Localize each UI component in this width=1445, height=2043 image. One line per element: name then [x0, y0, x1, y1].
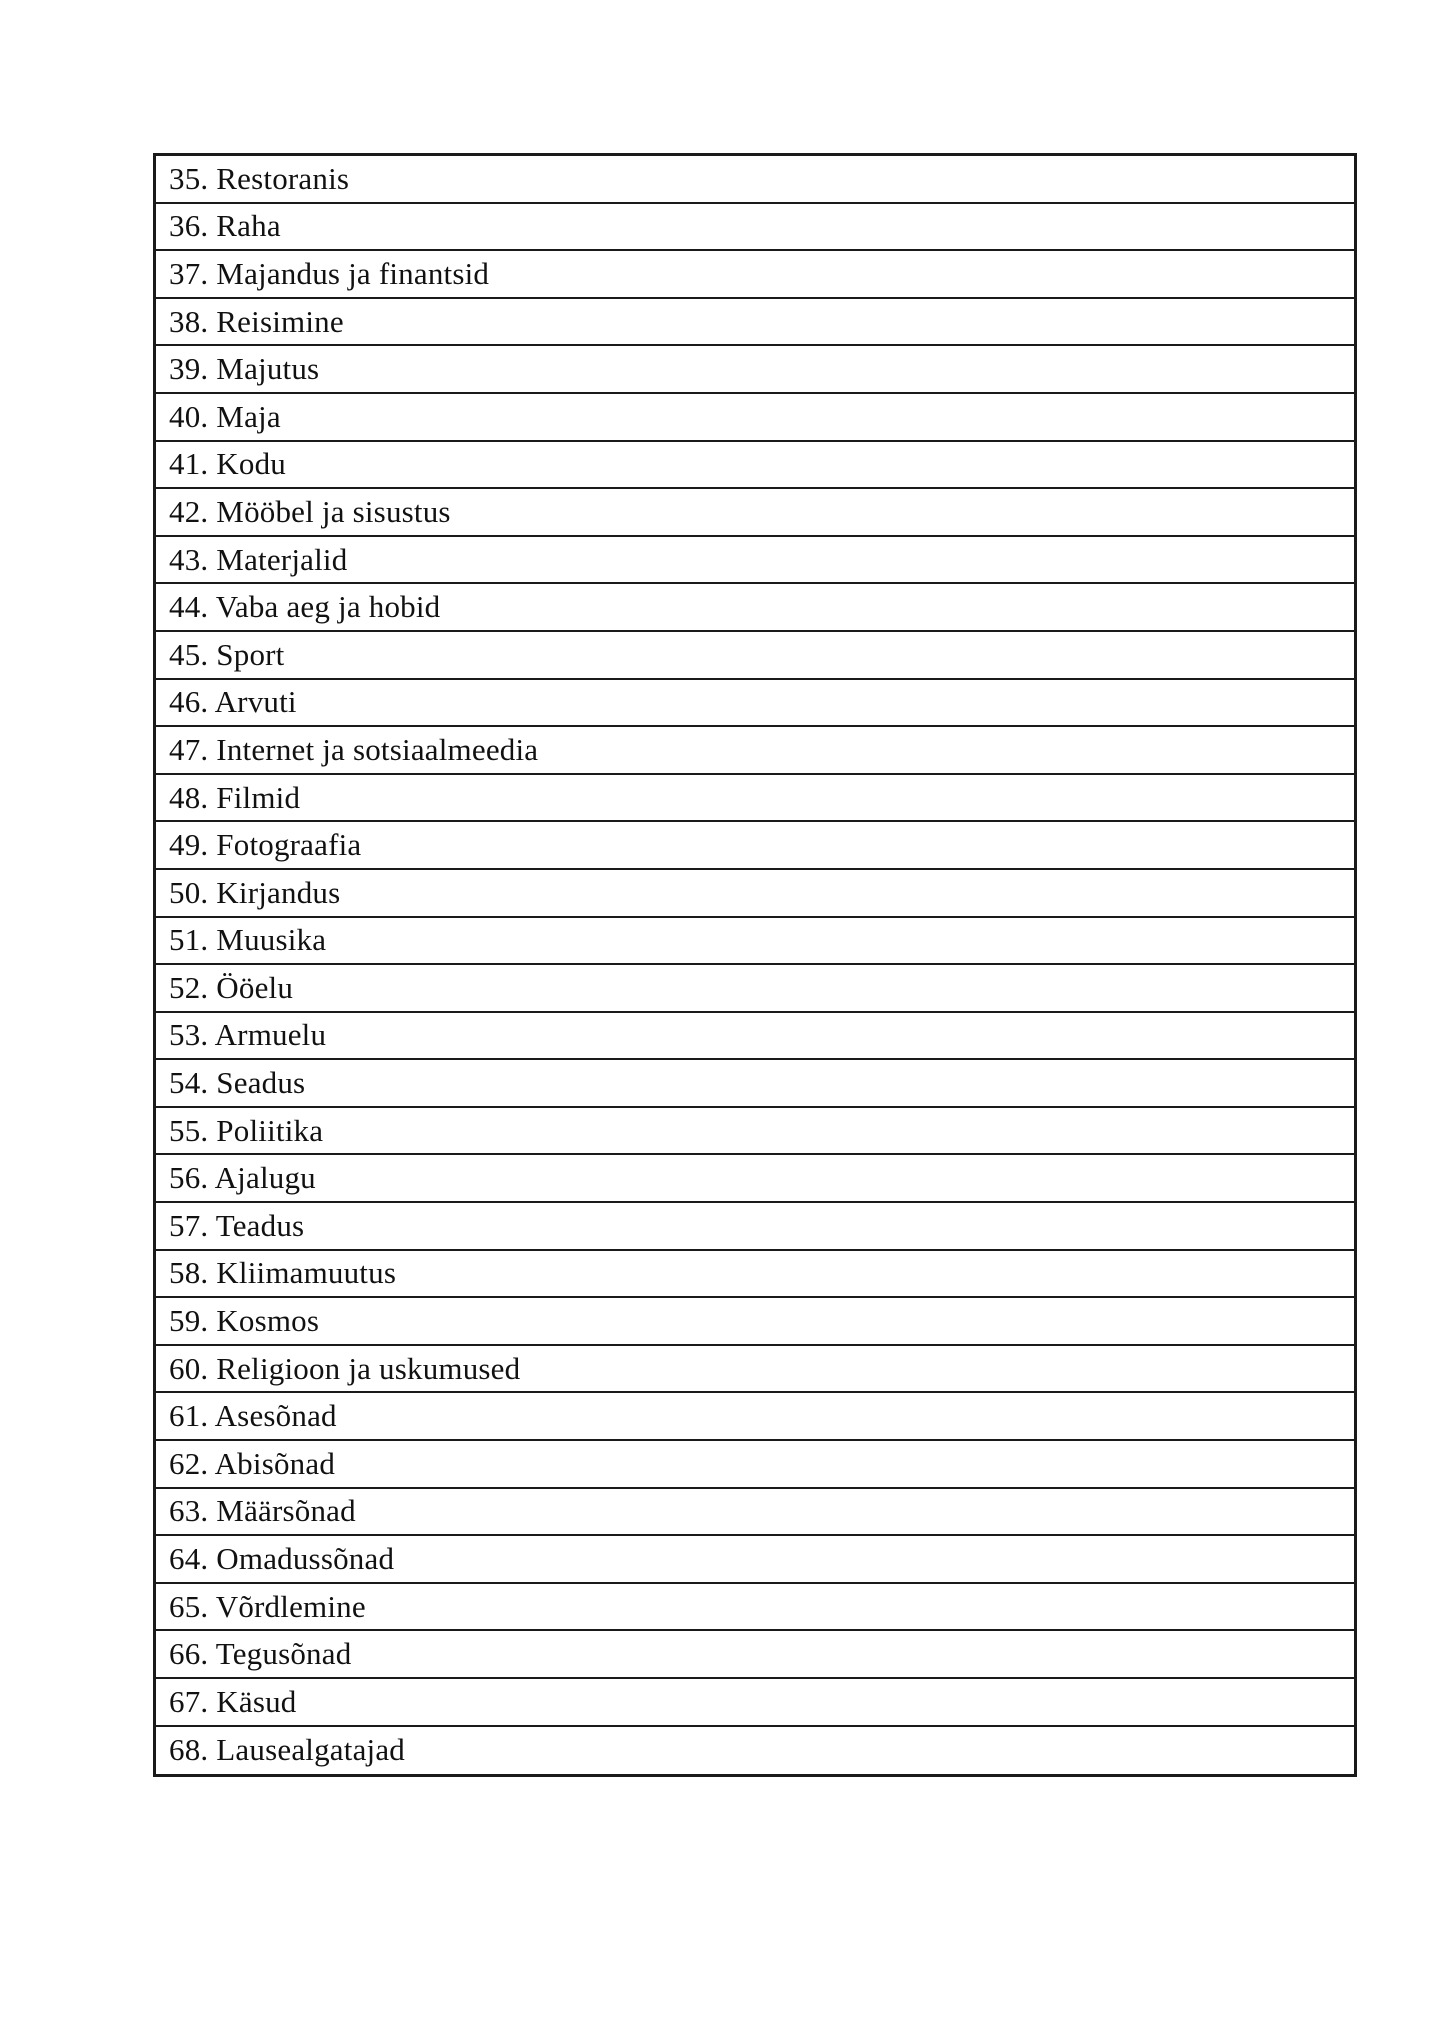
- table-row: 61. Asesõnad: [156, 1393, 1354, 1441]
- table-row: 54. Seadus: [156, 1060, 1354, 1108]
- table-row: 37. Majandus ja finantsid: [156, 251, 1354, 299]
- table-row: 63. Määrsõnad: [156, 1489, 1354, 1537]
- table-row: 57. Teadus: [156, 1203, 1354, 1251]
- table-row: 59. Kosmos: [156, 1298, 1354, 1346]
- table-row: 56. Ajalugu: [156, 1155, 1354, 1203]
- table-row: 52. Ööelu: [156, 965, 1354, 1013]
- table-row: 39. Majutus: [156, 346, 1354, 394]
- table-row: 43. Materjalid: [156, 537, 1354, 585]
- table-row: 53. Armuelu: [156, 1013, 1354, 1061]
- table-row: 45. Sport: [156, 632, 1354, 680]
- table-row: 66. Tegusõnad: [156, 1631, 1354, 1679]
- table-row: 62. Abisõnad: [156, 1441, 1354, 1489]
- table-row: 58. Kliimamuutus: [156, 1251, 1354, 1299]
- table-row: 60. Religioon ja uskumused: [156, 1346, 1354, 1394]
- table-row: 68. Lausealgatajad: [169, 1732, 405, 1768]
- table-row: 64. Omadussõnad: [156, 1536, 1354, 1584]
- table-row: 44. Vaba aeg ja hobid: [156, 584, 1354, 632]
- table-row: 51. Muusika: [156, 918, 1354, 966]
- table-row: 47. Internet ja sotsiaalmeedia: [156, 727, 1354, 775]
- table-of-contents: [153, 153, 1357, 1777]
- table-row: 35. Restoranis: [156, 156, 1354, 204]
- table-row: 67. Käsud: [156, 1679, 1354, 1727]
- table-row: 40. Maja: [156, 394, 1354, 442]
- table-row: 42. Mööbel ja sisustus: [156, 489, 1354, 537]
- table-row: 55. Poliitika: [156, 1108, 1354, 1156]
- table-row: 50. Kirjandus: [156, 870, 1354, 918]
- table-row: 49. Fotograafia: [156, 822, 1354, 870]
- table-row: 38. Reisimine: [156, 299, 1354, 347]
- table-row: 41. Kodu: [156, 442, 1354, 490]
- table-row: 65. Võrdlemine: [156, 1584, 1354, 1632]
- table-row: 36. Raha: [156, 204, 1354, 252]
- table-row: 48. Filmid: [156, 775, 1354, 823]
- table-row: 46. Arvuti: [156, 680, 1354, 728]
